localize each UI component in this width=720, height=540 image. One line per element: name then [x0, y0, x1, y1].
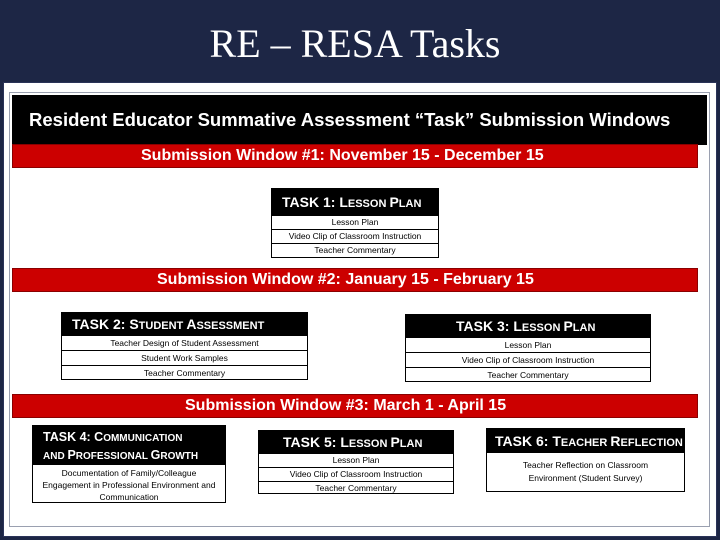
- task-3-item-2: Video Clip of Classroom Instruction: [406, 352, 650, 367]
- submission-window-3-bar: [12, 394, 698, 418]
- task-2-title: TASK 2: STUDENT ASSESSMENT: [62, 313, 307, 335]
- task-1-item-2: Video Clip of Classroom Instruction: [272, 229, 438, 243]
- submission-window-1-label: Submission Window #1: November 15 - December 15: [141, 147, 544, 164]
- task-2-item-1: Teacher Design of Student Assessment: [62, 335, 307, 350]
- task-1-box: [271, 188, 439, 258]
- task-5-item-2: Video Clip of Classroom Instruction: [259, 467, 453, 481]
- task-3-item-1: Lesson Plan: [406, 337, 650, 352]
- task-3-item-3: Teacher Commentary: [406, 367, 650, 382]
- submission-window-3-label: Submission Window #3: March 1 - April 15: [185, 397, 507, 414]
- submission-window-1-bar: [12, 144, 698, 168]
- task-5-box: [258, 430, 454, 494]
- task-2-item-3: Teacher Commentary: [62, 365, 307, 380]
- slide-title: RE – RESA Tasks: [209, 21, 501, 66]
- task-6-title: TASK 6: TEACHER REFLECTION: [487, 429, 684, 453]
- submission-window-2-label: Submission Window #2: January 15 - February 15: [157, 271, 534, 288]
- task-5-title: TASK 5: LESSON PLAN: [259, 431, 453, 453]
- task-4-title: TASK 4: COMMUNICATION AND PROFESSIONAL GROWTH: [33, 426, 225, 464]
- panel-header: Resident Educator Summative Assessment “Task” Submission Windows: [12, 95, 707, 145]
- task-1-item-3: Teacher Commentary: [272, 243, 438, 257]
- task-2-box: [61, 312, 308, 380]
- task-6-item-1: Teacher Reflection on Classroom Environment (Student Survey): [522, 460, 649, 483]
- task-5-item-3: Teacher Commentary: [259, 481, 453, 495]
- task-4-box: [32, 425, 226, 503]
- submission-window-2-bar: [12, 268, 698, 292]
- task-5-item-1: Lesson Plan: [259, 453, 453, 467]
- task-1-title: TASK 1: LESSON PLAN: [272, 189, 438, 215]
- task-1-item-1: Lesson Plan: [272, 215, 438, 229]
- task-3-box: [405, 314, 651, 382]
- task-3-title: TASK 3: LESSON PLAN: [406, 315, 650, 337]
- task-2-item-2: Student Work Samples: [62, 350, 307, 365]
- task-6-box: [486, 428, 685, 492]
- task-4-item-1: Documentation of Family/Colleague Engagement in Professional Environment and Communication: [33, 464, 225, 505]
